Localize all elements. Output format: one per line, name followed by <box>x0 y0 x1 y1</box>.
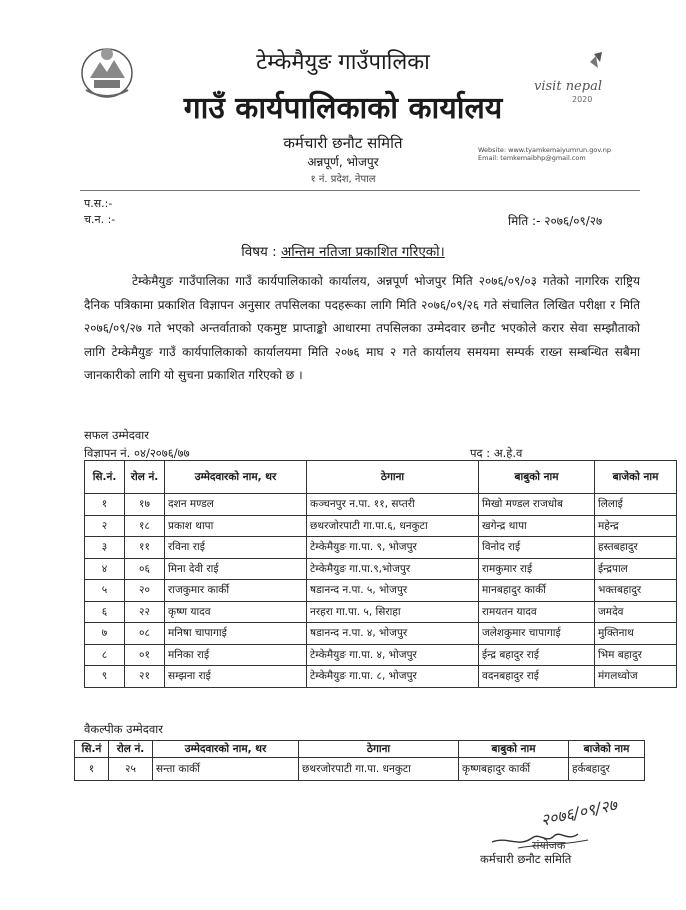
col-grandfather-name: बाजेको नाम <box>569 741 645 758</box>
website-line: Website: www.tyamkemaiyumrun.gov.np <box>478 146 611 154</box>
alternate-candidates-label: वैकल्पीक उम्मेदवार <box>84 722 163 736</box>
col-roll: रोल नं. <box>109 741 153 758</box>
table-row <box>85 537 677 559</box>
signatory-role: संयोजक <box>532 839 566 852</box>
cell-father: विनोद राई <box>479 537 595 559</box>
patra-sankhya: प.स.:- <box>84 197 113 210</box>
successful-candidates-label: सफल उम्मेदवार <box>84 428 149 442</box>
col-grandfather-name: बाजेको नाम <box>595 461 677 494</box>
cell-address: कञ्चनपुर न.पा. ११, सप्तरी <box>307 494 479 516</box>
cell-grandfather: मंगलध्वोज <box>595 666 677 688</box>
cell-father: रामयतन यादव <box>479 601 595 623</box>
subject-label: विषय : <box>241 244 277 260</box>
cell-name: रविना राई <box>165 537 307 559</box>
cell-name: प्रकाश थापा <box>165 515 307 537</box>
cell-roll: २२ <box>125 601 165 623</box>
cell-address: षडानन्द न.पा. ५, भोजपुर <box>307 580 479 602</box>
cell-roll: २० <box>125 580 165 602</box>
cell-serial: १ <box>75 758 109 781</box>
province-line: १ नं. प्रदेश, नेपाल <box>310 174 376 185</box>
cell-address: टेम्केमैयुङ गा.पा.९,भोजपुर <box>307 558 479 580</box>
cell-name: राजकुमार कार्की <box>165 580 307 602</box>
notice-paragraph: टेम्केमैयुङ गाउँपालिका गाउँ कार्यपालिकाको कार्यालय, अन्नपूर्ण भोजपुर मिति २०७६/०९/०३ गतेको नागरिक राष्ट्रिय दैनिक पत्रिकामा प्रकाशित विज्ञापन अनुसार तपसिलका पदहरूका लागि मिति २०७६/०९/२६ गते संचालित लिखित परीक्षा र मिति २०७६/०९/२७ गते भएको अन्तर्वाताको एकमुष्ट प्राप्ताङ्को आधारमा तपसिलका उम्मेदवार छनौट भएकोले करार सेवा सम्झौताको लागि टेम्केमैयुङ गाउँ कार्यपालिकाको कार्यालयमा मिति २०७६ माघ २ गते कार्यालय समयमा सम्पर्क राख्न सम्बन्धित सबैमा जानकारीको लागि यो सुचना प्रकाशित गरिएको छ । <box>84 274 640 382</box>
post-name: पद : अ.हे.व <box>470 446 523 460</box>
col-address: ठेगाना <box>299 741 459 758</box>
cell-roll: ०६ <box>125 558 165 580</box>
cell-grandfather: लिलाई <box>595 494 677 516</box>
table-row <box>85 601 677 623</box>
table-row <box>85 558 677 580</box>
col-address: ठेगाना <box>307 461 479 494</box>
cell-roll: १८ <box>125 515 165 537</box>
cell-address: टेम्केमैयुङ गा.पा. ४, भोजपुर <box>307 644 479 666</box>
cell-serial: ६ <box>85 601 125 623</box>
cell-name: सम्झना राई <box>165 666 307 688</box>
cell-father: मानबहादुर कार्की <box>479 580 595 602</box>
cell-roll: ०८ <box>125 623 165 645</box>
issue-date: मिति :- २०७६/०९/२७ <box>508 214 603 228</box>
signature-date: २०७६/०९/२७ <box>538 795 619 830</box>
cell-roll: २१ <box>125 666 165 688</box>
cell-grandfather: हर्कबहादुर <box>569 758 645 781</box>
header-divider <box>80 190 640 191</box>
cell-father: वदनबहादुर राई <box>479 666 595 688</box>
col-father-name: बाबुको नाम <box>459 741 569 758</box>
cell-father: रामकुमार राई <box>479 558 595 580</box>
chalani-number: च.न. :- <box>84 213 116 226</box>
cell-father: खगेन्द्र थापा <box>479 515 595 537</box>
cell-name: सन्ता कार्की <box>153 758 299 781</box>
office-title: गाउँ कार्यपालिकाको कार्यालय <box>183 91 503 126</box>
table-row <box>85 623 677 645</box>
email-line: Email: temkemaibhp@gmail.com <box>478 154 586 162</box>
cell-address: छथरजोरपाटी गा.पा.६, धनकुटा <box>307 515 479 537</box>
col-serial: सि.नं <box>75 741 109 758</box>
cell-roll: ११ <box>125 537 165 559</box>
cell-grandfather: हस्तबहादुर <box>595 537 677 559</box>
cell-serial: १ <box>85 494 125 516</box>
cell-roll: ०१ <box>125 644 165 666</box>
cell-father: मिखो मण्डल राजधोब <box>479 494 595 516</box>
contact-info <box>478 146 611 162</box>
col-serial: सि.नं. <box>85 461 125 494</box>
col-father-name: बाबुको नाम <box>479 461 595 494</box>
cell-serial: ४ <box>85 558 125 580</box>
cell-serial: ७ <box>85 623 125 645</box>
table-row <box>85 580 677 602</box>
subject-line <box>0 242 686 260</box>
cell-address: षडानन्द न.पा. ४, भोजपुर <box>307 623 479 645</box>
municipality-title: टेम्केमैयुङ गाउँपालिका <box>256 50 430 75</box>
table-row <box>85 494 677 516</box>
cell-address: नरहरा गा.पा. ५, सिराहा <box>307 601 479 623</box>
visit-nepal-logo-year: 2020 <box>572 95 593 104</box>
table-row <box>85 515 677 537</box>
cell-grandfather: महेन्द्र <box>595 515 677 537</box>
cell-address: टेम्केमैयुङ गा.पा. ८, भोजपुर <box>307 666 479 688</box>
successful-candidates-table <box>84 460 677 688</box>
cell-name: कृष्ण यादव <box>165 601 307 623</box>
cell-grandfather: ईन्द्रपाल <box>595 558 677 580</box>
cell-address: छथरजोरपाटी गा.पा. धनकुटा <box>299 758 459 781</box>
cell-father: कृष्णबहादुर कार्की <box>459 758 569 781</box>
col-candidate-name: उम्मेदवारको नाम, थर <box>165 461 307 494</box>
office-address: अन्नपूर्ण, भोजपुर <box>307 155 379 169</box>
cell-father: जलेशकुमार चापागाई <box>479 623 595 645</box>
cell-grandfather: मुक्तिनाथ <box>595 623 677 645</box>
visit-nepal-logo-text: visit nepal <box>534 79 602 94</box>
cell-serial: ९ <box>85 666 125 688</box>
cell-grandfather: भिम बहादुर <box>595 644 677 666</box>
committee-name: कर्मचारी छनौट समिति <box>283 134 403 152</box>
cell-grandfather: जमदेव <box>595 601 677 623</box>
col-roll: रोल नं. <box>125 461 165 494</box>
alternate-candidates-table <box>74 740 645 781</box>
table-row <box>85 666 677 688</box>
advertisement-number: विज्ञापन नं. ०४/२०७६/७७ <box>84 446 190 460</box>
cell-serial: ५ <box>85 580 125 602</box>
signatory-committee: कर्मचारी छनौट समिति <box>480 852 572 866</box>
table-header-row <box>75 741 645 758</box>
cell-serial: ३ <box>85 537 125 559</box>
cell-name: दशन मण्डल <box>165 494 307 516</box>
cell-name: मनिका राई <box>165 644 307 666</box>
cell-father: ईन्द्र बहादुर राई <box>479 644 595 666</box>
cell-roll: २५ <box>109 758 153 781</box>
table-row <box>75 758 645 781</box>
cell-grandfather: भक्तबहादुर <box>595 580 677 602</box>
subject-text: अन्तिम नतिजा प्रकाशित गरिएको। <box>280 244 445 260</box>
cell-name: मिना देवी राई <box>165 558 307 580</box>
cell-serial: ८ <box>85 644 125 666</box>
cell-serial: २ <box>85 515 125 537</box>
table-row <box>85 644 677 666</box>
cell-name: मनिषा चापागाई <box>165 623 307 645</box>
cell-roll: १७ <box>125 494 165 516</box>
col-candidate-name: उम्मेदवारको नाम, थर <box>153 741 299 758</box>
table-header-row <box>85 461 677 494</box>
cell-address: टेम्केमैयुङ गा.पा. ९, भोजपुर <box>307 537 479 559</box>
